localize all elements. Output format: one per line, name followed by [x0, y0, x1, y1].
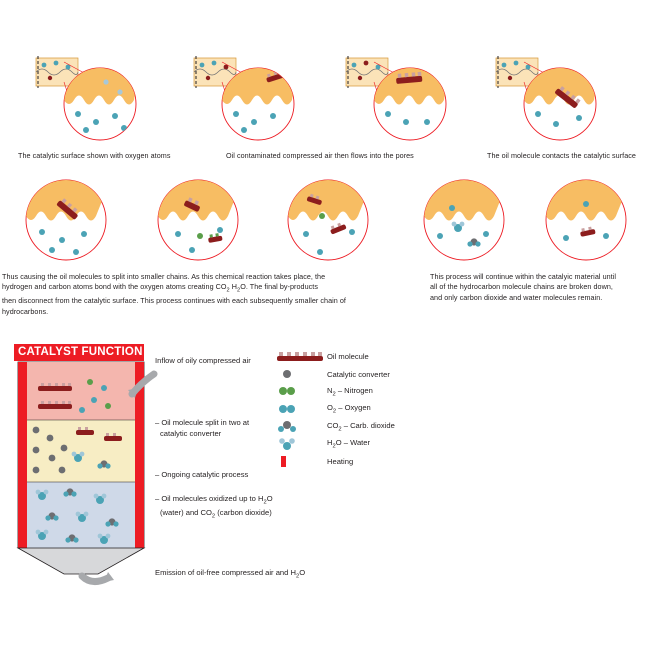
legend-item-heating — [275, 452, 465, 469]
panel-6 — [134, 172, 262, 264]
panel-row-1 — [0, 52, 650, 152]
panel-1 — [20, 52, 148, 144]
label-emission-sub: 2 — [295, 573, 300, 580]
label-ongoing: – Ongoing catalytic process — [155, 470, 249, 479]
label-emission — [155, 568, 375, 582]
label-oxidized-line-2a: (water) and CO — [160, 508, 212, 518]
legend-item-oxygen — [275, 400, 465, 417]
label-oxidized — [155, 494, 305, 522]
panel-9 — [522, 172, 650, 264]
legend-item-catalytic-converter — [275, 365, 465, 382]
caption-5-line-2: all of the hydrocarbon molecule chains are broken down, — [430, 282, 613, 292]
label-inflow: Inflow of oily compressed air — [155, 356, 251, 365]
catalyst-function-diagram — [0, 338, 650, 598]
label-split — [155, 418, 285, 439]
caption-4-sub-1: 2 — [226, 287, 230, 294]
caption-1: The catalytic surface shown with oxygen atoms — [18, 151, 171, 160]
caption-4-line-2b: H — [229, 282, 238, 292]
caption-3: The oil molecule contacts the catalytic surface — [487, 151, 636, 160]
panel-7 — [264, 172, 392, 264]
catalyst-function-title: CATALYST FUNCTION — [14, 344, 144, 361]
panel-8 — [400, 172, 528, 264]
legend-label-nitrogen: $N_2$ – Nitrogen — [327, 385, 373, 398]
label-split-line-1: – Oil molecule split in two at — [155, 418, 250, 427]
caption-4-line-3: then disconnect from the catalytic surface. This process continues with each subsequently smaller chain of — [2, 296, 346, 306]
legend-label-carbon-dioxide: $CO_2$ – Carb. dioxide — [327, 420, 395, 433]
label-oxidized-line-1b: O — [266, 494, 273, 503]
water-icon — [275, 437, 327, 451]
caption-2: Oil contaminated compressed air then flows into the pores — [226, 151, 414, 160]
panel-2 — [178, 52, 306, 144]
legend-label-heating: Heating — [327, 456, 354, 466]
caption-4-line-2a: hydrogen and carbon atoms bond with the oxygen atoms creating CO — [2, 282, 227, 292]
nitrogen-icon — [275, 384, 327, 398]
outflow-arrow-icon — [82, 576, 108, 582]
catalytic-converter-icon — [275, 367, 327, 381]
caption-5-line-1: This process will continue within the catalyic material until — [430, 272, 617, 281]
legend — [275, 348, 465, 470]
legend-item-nitrogen — [275, 383, 465, 400]
oxygen-icon — [275, 402, 327, 416]
legend-label-oil-molecule: Oil molecule — [327, 352, 369, 362]
panel-row-2 — [0, 172, 650, 272]
panel-3 — [330, 52, 458, 144]
caption-4-line-4: hydrocarbons. — [2, 306, 49, 316]
caption-4 — [2, 272, 412, 317]
label-split-line-2: catalytic converter — [160, 428, 222, 438]
legend-item-oil-molecule — [275, 348, 465, 365]
label-emission-a: Emission of oil-free compressed air and H — [155, 568, 296, 577]
caption-5-line-3: and only carbon dioxide and water molecules remain. — [430, 292, 603, 302]
legend-item-water — [275, 435, 465, 452]
carbon-dioxide-icon — [275, 419, 327, 433]
legend-label-oxygen: $O_2$ – Oxygen — [327, 403, 371, 415]
legend-label-catalytic-converter: Catalytic converter — [327, 369, 390, 379]
caption-4-line-2c: O. The final by-products — [240, 282, 318, 292]
oil-molecule-icon — [275, 350, 327, 364]
label-oxidized-sub-1: 2 — [263, 499, 267, 506]
heating-icon — [275, 454, 327, 468]
legend-item-carbon-dioxide — [275, 418, 465, 435]
label-oxidized-line-1: – Oil molecules oxidized up to H — [155, 494, 264, 503]
caption-4-line-1: Thus causing the oil molecules to split into smaller chains. As this chemical reaction takes place, the — [2, 272, 326, 281]
label-emission-b: O — [299, 568, 306, 577]
label-oxidized-sub-2: 2 — [211, 513, 216, 520]
label-oxidized-line-2b: (carbon dioxide) — [215, 508, 272, 518]
catalyst-vessel — [12, 360, 172, 590]
caption-5 — [430, 272, 645, 303]
legend-label-water: $H_2O$ – Water — [327, 437, 371, 450]
panel-4 — [480, 52, 608, 144]
panel-5 — [2, 172, 130, 264]
caption-4-sub-2: 2 — [237, 287, 241, 294]
